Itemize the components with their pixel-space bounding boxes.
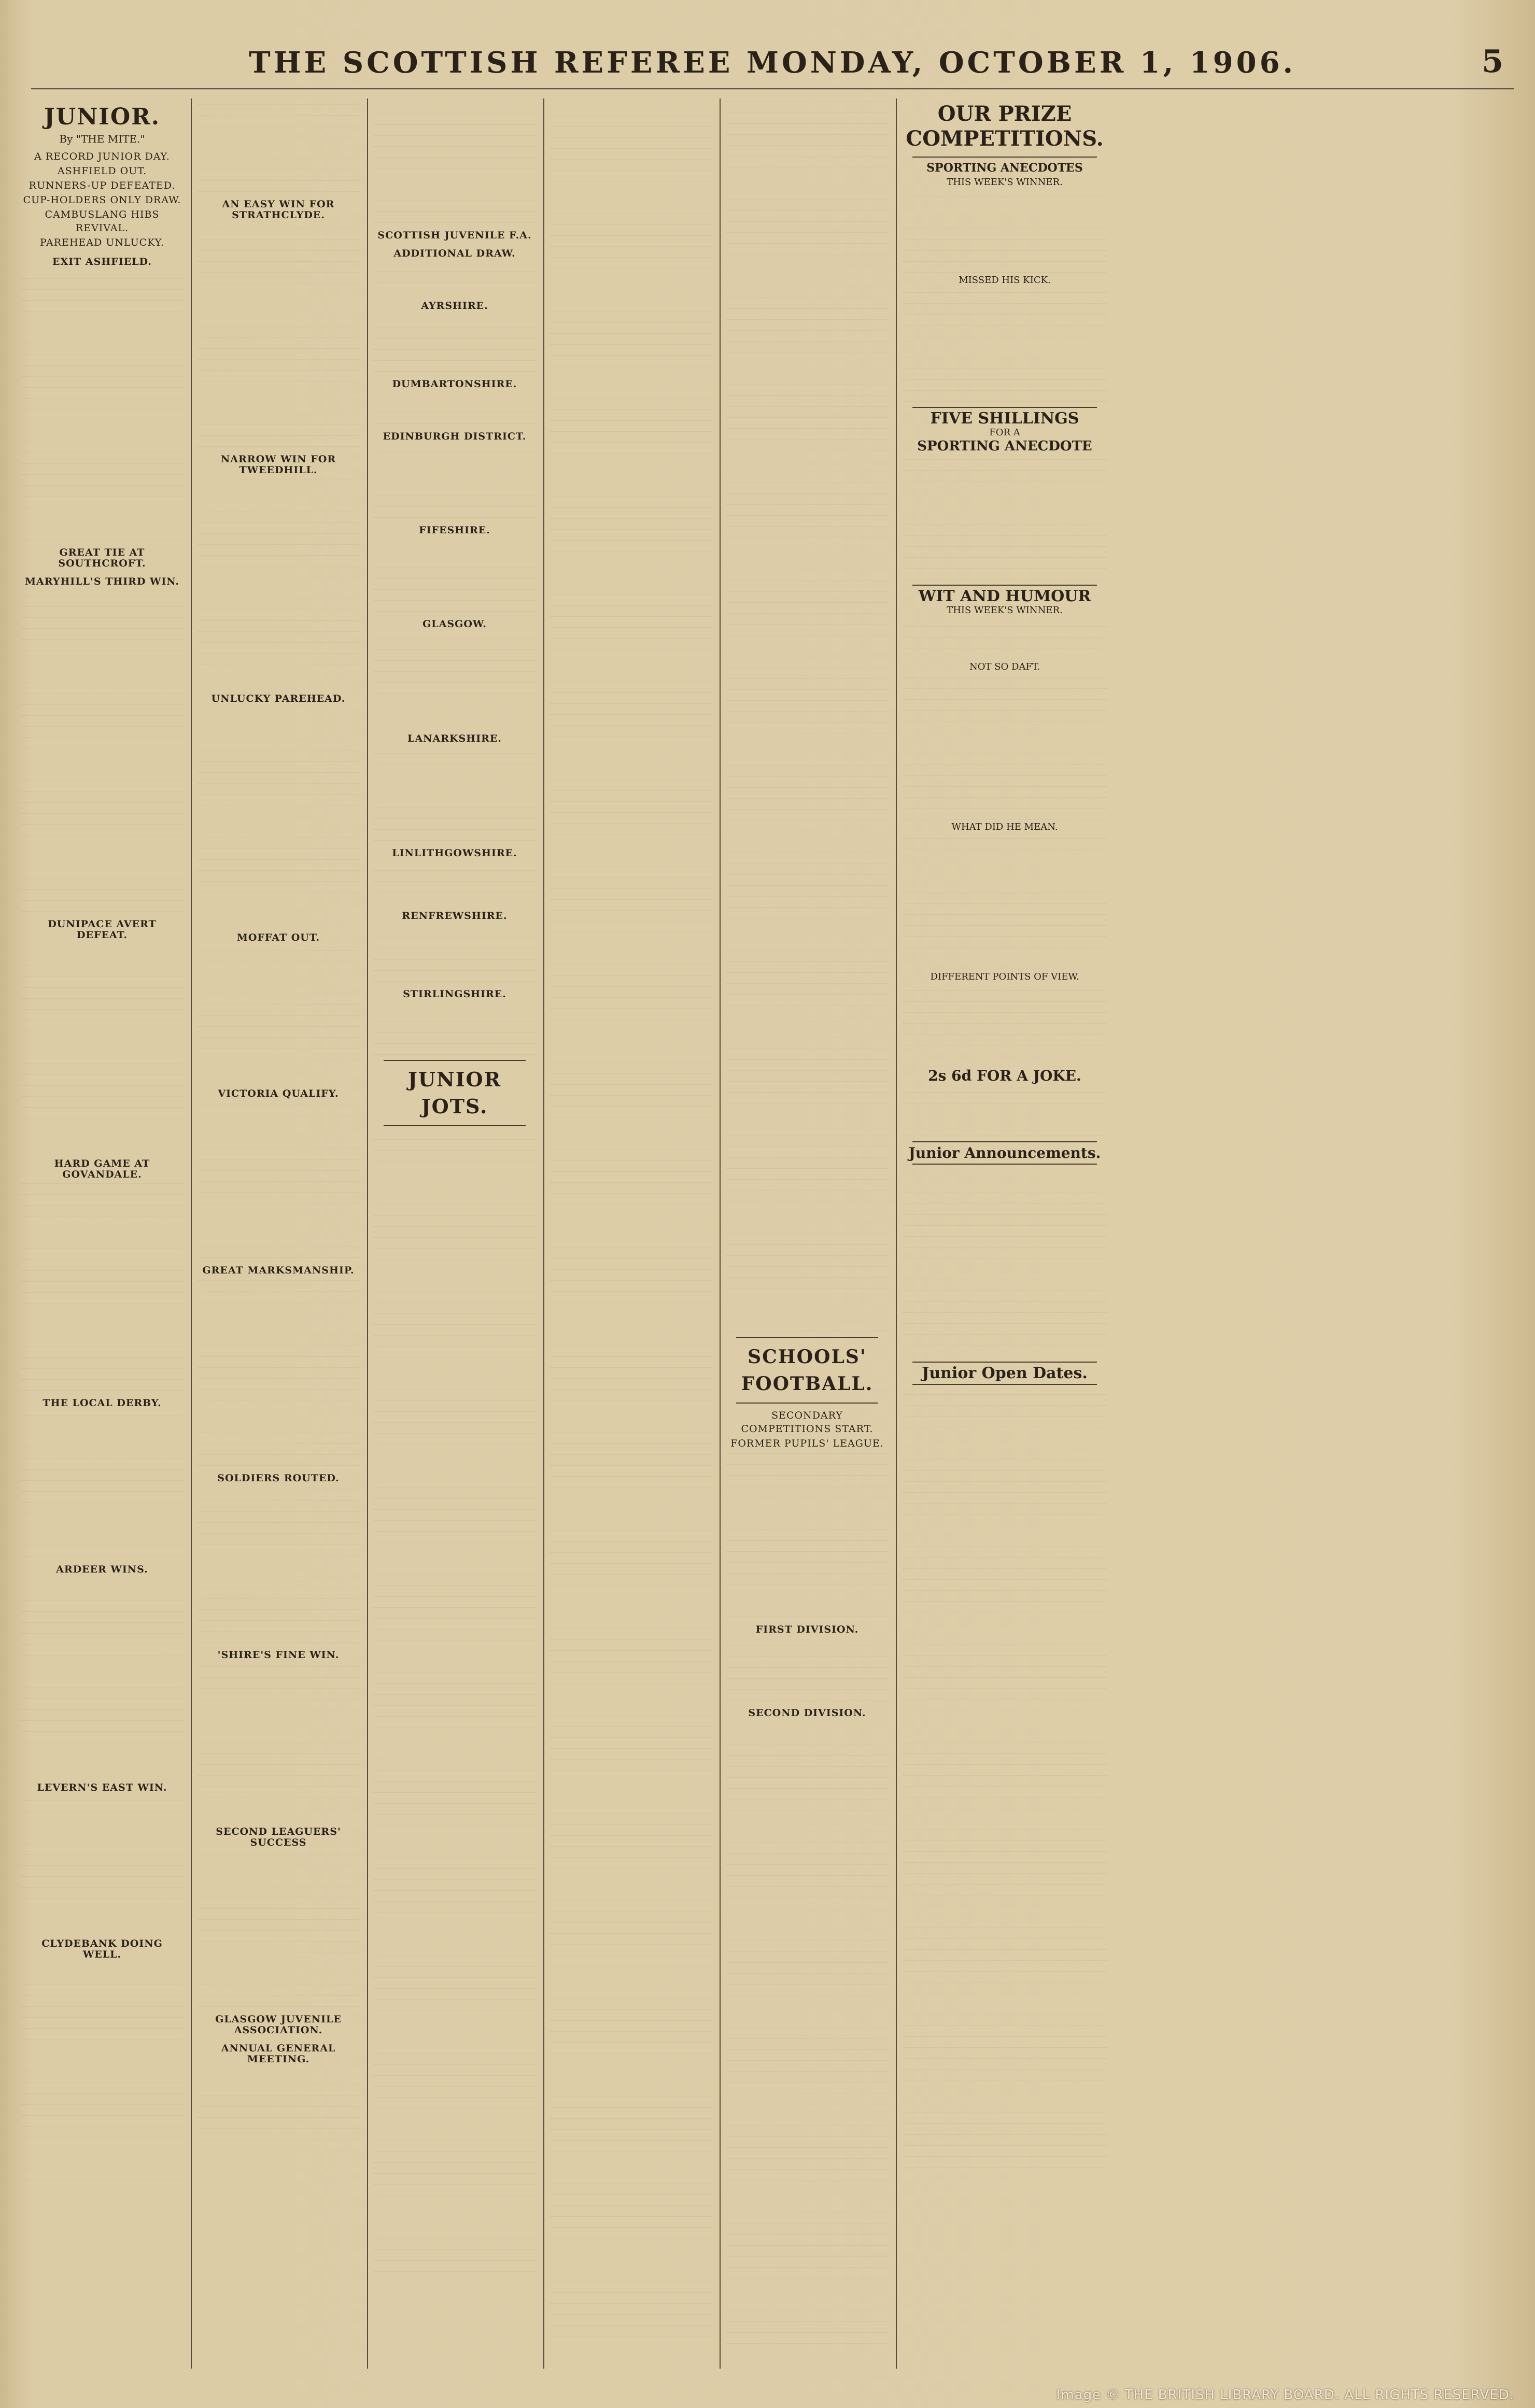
wit-humour-heading: WIT AND HUMOUR: [918, 587, 1091, 605]
region-head: DUMBARTONSHIRE.: [392, 378, 517, 390]
fixture-list: [373, 539, 536, 612]
newspaper-title: THE SCOTTISH REFEREE MONDAY, OCTOBER 1, 1906.: [248, 46, 1297, 80]
junior-heading: JUNIOR.: [44, 104, 161, 130]
image-credit: Image © THE BRITISH LIBRARY BOARD. ALL RIGHTS RESERVED.: [1056, 2387, 1514, 2403]
region-head: LINLITHGOWSHIRE.: [392, 847, 517, 859]
column-5: [721, 98, 897, 2369]
article-text-block: [726, 1451, 889, 1617]
fixture-list: [373, 1003, 536, 1055]
deck-line: FORMER PUPILS' LEAGUE.: [730, 1438, 884, 1449]
article-text-block: [902, 984, 1107, 1067]
subhead: GREAT MARKSMANSHIP.: [202, 1265, 355, 1276]
column-6: [897, 98, 1115, 2369]
sporting-anecdotes-heading: SPORTING ANECDOTES: [926, 161, 1083, 175]
divider: [912, 157, 1097, 158]
article-text-block: [197, 2068, 360, 2161]
subhead: ADDITIONAL DRAW.: [393, 248, 516, 259]
columns: [16, 98, 1519, 2369]
article-text-block: [373, 1131, 536, 2272]
divider: [912, 1362, 1097, 1363]
article-text-block: [21, 1578, 184, 1775]
column-2: [192, 98, 368, 2369]
article-text-block: [21, 1963, 184, 2181]
schools-football-heading: SCHOOLS' FOOTBALL.: [741, 1346, 874, 1395]
article-text-block: [197, 98, 360, 192]
subhead: ARDEER WINS.: [56, 1564, 148, 1575]
article-text-block: [373, 262, 536, 293]
article-text-block: [902, 190, 1107, 273]
article-text-block: [902, 834, 1107, 969]
article-text-block: [21, 271, 184, 540]
article-text-block: [726, 98, 889, 1332]
divider: [912, 1164, 1097, 1165]
article-text-block: [21, 944, 184, 1151]
not-so-daft-head: NOT SO DAFT.: [969, 661, 1040, 672]
subhead: SECOND DIVISION.: [748, 1707, 866, 1719]
subhead: CLYDEBANK DOING WELL.: [41, 1938, 163, 1960]
prize-competitions-heading: OUR PRIZE COMPETITIONS.: [906, 102, 1104, 151]
subhead: LEVERN'S EAST WIN.: [37, 1782, 167, 1793]
article-text-block: [902, 288, 1107, 402]
divider: [384, 1125, 526, 1126]
column-1: [16, 98, 192, 2369]
column-4: [544, 98, 721, 2369]
divider: [912, 585, 1097, 586]
article-text-block: [902, 1084, 1107, 1136]
divider: [384, 1060, 526, 1061]
subhead: SECOND LEAGUERS' SUCCESS: [216, 1826, 341, 1848]
divider: [736, 1403, 878, 1404]
article-text-block: [902, 618, 1107, 659]
subhead: THE LOCAL DERBY.: [43, 1397, 162, 1409]
subhead: UNLUCKY PAREHEAD.: [211, 693, 346, 704]
region-head: STIRLINGSHIRE.: [403, 988, 506, 1000]
deck-line: CUP-HOLDERS ONLY DRAW.: [23, 194, 181, 206]
region-head: RENFREWSHIRE.: [402, 910, 508, 922]
column-3: [368, 98, 544, 2369]
article-text-block: [197, 707, 360, 925]
deck-line: RUNNERS-UP DEFEATED.: [29, 180, 176, 191]
subhead: GLASGOW JUVENILE ASSOCIATION.: [215, 2014, 342, 2036]
region-head: FIFESHIRE.: [419, 525, 490, 536]
region-head: GLASGOW.: [423, 618, 487, 630]
article-text-block: [373, 98, 536, 223]
fixture-list: [373, 633, 536, 726]
article-text-block: [902, 1170, 1107, 1356]
article-text-block: [197, 479, 360, 686]
article-text-block: [197, 1487, 360, 1642]
fixture-list: [373, 445, 536, 518]
fixture-list: [726, 1638, 889, 1701]
what-did-he-mean-head: WHAT DID HE MEAN.: [951, 821, 1058, 832]
article-text-block: [197, 224, 360, 447]
article-text-block: [726, 1722, 889, 2344]
fixture-list: [373, 862, 536, 903]
article-text-block: [21, 1412, 184, 1557]
subhead: GREAT TIE AT SOUTHCROFT.: [58, 547, 146, 569]
article-text-block: [197, 1851, 360, 2007]
subhead: EXIT ASHFIELD.: [52, 256, 152, 267]
deck-line: SECONDARY COMPETITIONS START.: [741, 1410, 874, 1435]
subhead: SCOTTISH JUVENILE F.A.: [377, 230, 532, 241]
junior-jots-heading: JUNIOR JOTS.: [407, 1068, 502, 1118]
divider: [736, 1337, 878, 1338]
region-head: LANARKSHIRE.: [407, 733, 502, 744]
divider: [912, 1384, 1097, 1385]
byline: By "THE MITE.": [59, 133, 145, 145]
subhead: ANNUAL GENERAL MEETING.: [221, 2043, 336, 2065]
subhead: DUNIPACE AVERT DEFEAT.: [48, 918, 157, 941]
sporting-anecdote-heading: SPORTING ANECDOTE: [917, 438, 1092, 454]
subhead: 'SHIRE'S FINE WIN.: [217, 1649, 340, 1661]
deck-line: A RECORD JUNIOR DAY.: [34, 151, 170, 162]
this-week-winner: THIS WEEK'S WINNER.: [947, 605, 1063, 616]
deck-line: CAMBUSLANG HIBS REVIVAL.: [45, 209, 160, 234]
subhead: NARROW WIN FOR TWEEDHILL.: [220, 454, 336, 476]
region-head: EDINBURGH DISTRICT.: [383, 431, 527, 442]
fixture-list: [373, 747, 536, 841]
deck-line: PAREHEAD UNLUCKY.: [40, 237, 164, 248]
subhead: VICTORIA QUALIFY.: [218, 1088, 339, 1099]
divider: [912, 1141, 1097, 1142]
article-text-block: [902, 455, 1107, 579]
article-text-block: [550, 98, 712, 2358]
five-shillings-heading: FIVE SHILLINGS: [930, 409, 1079, 428]
article-text-block: [902, 1390, 1107, 2168]
different-points-head: DIFFERENT POINTS OF VIEW.: [930, 971, 1079, 982]
fixture-list: [373, 925, 536, 982]
subhead: SOLDIERS ROUTED.: [217, 1472, 340, 1484]
article-text-block: [197, 1664, 360, 1819]
masthead: [31, 36, 1514, 90]
junior-open-dates-heading: Junior Open Dates.: [922, 1364, 1088, 1382]
region-head: AYRSHIRE.: [421, 300, 488, 311]
article-text-block: [902, 674, 1107, 819]
deck-line: ASHFIELD OUT.: [57, 165, 147, 177]
divider: [912, 407, 1097, 408]
joke-price-heading: 2s 6d FOR A JOKE.: [928, 1067, 1081, 1084]
fixture-list: [373, 315, 536, 372]
article-text-block: [197, 946, 360, 1081]
missed-kick-head: MISSED HIS KICK.: [959, 275, 1051, 286]
junior-announcements-heading: Junior Announcements.: [908, 1144, 1101, 1161]
fixture-list: [373, 393, 536, 424]
article-text-block: [21, 1796, 184, 1931]
subhead: MARYHILL'S THIRD WIN.: [24, 576, 180, 587]
subhead: HARD GAME AT GOVANDALE.: [54, 1158, 150, 1180]
subhead: FIRST DIVISION.: [755, 1624, 859, 1635]
article-text-block: [197, 1102, 360, 1258]
for-a: FOR A: [989, 427, 1020, 438]
article-text-block: [197, 1279, 360, 1466]
article-text-block: [21, 590, 184, 912]
this-week-winner: THIS WEEK'S WINNER.: [947, 177, 1063, 188]
subhead: AN EASY WIN FOR STRATHCLYDE.: [222, 199, 335, 221]
article-text-block: [21, 1183, 184, 1391]
page-number: 5: [1482, 44, 1503, 80]
subhead: MOFFAT OUT.: [236, 932, 320, 943]
